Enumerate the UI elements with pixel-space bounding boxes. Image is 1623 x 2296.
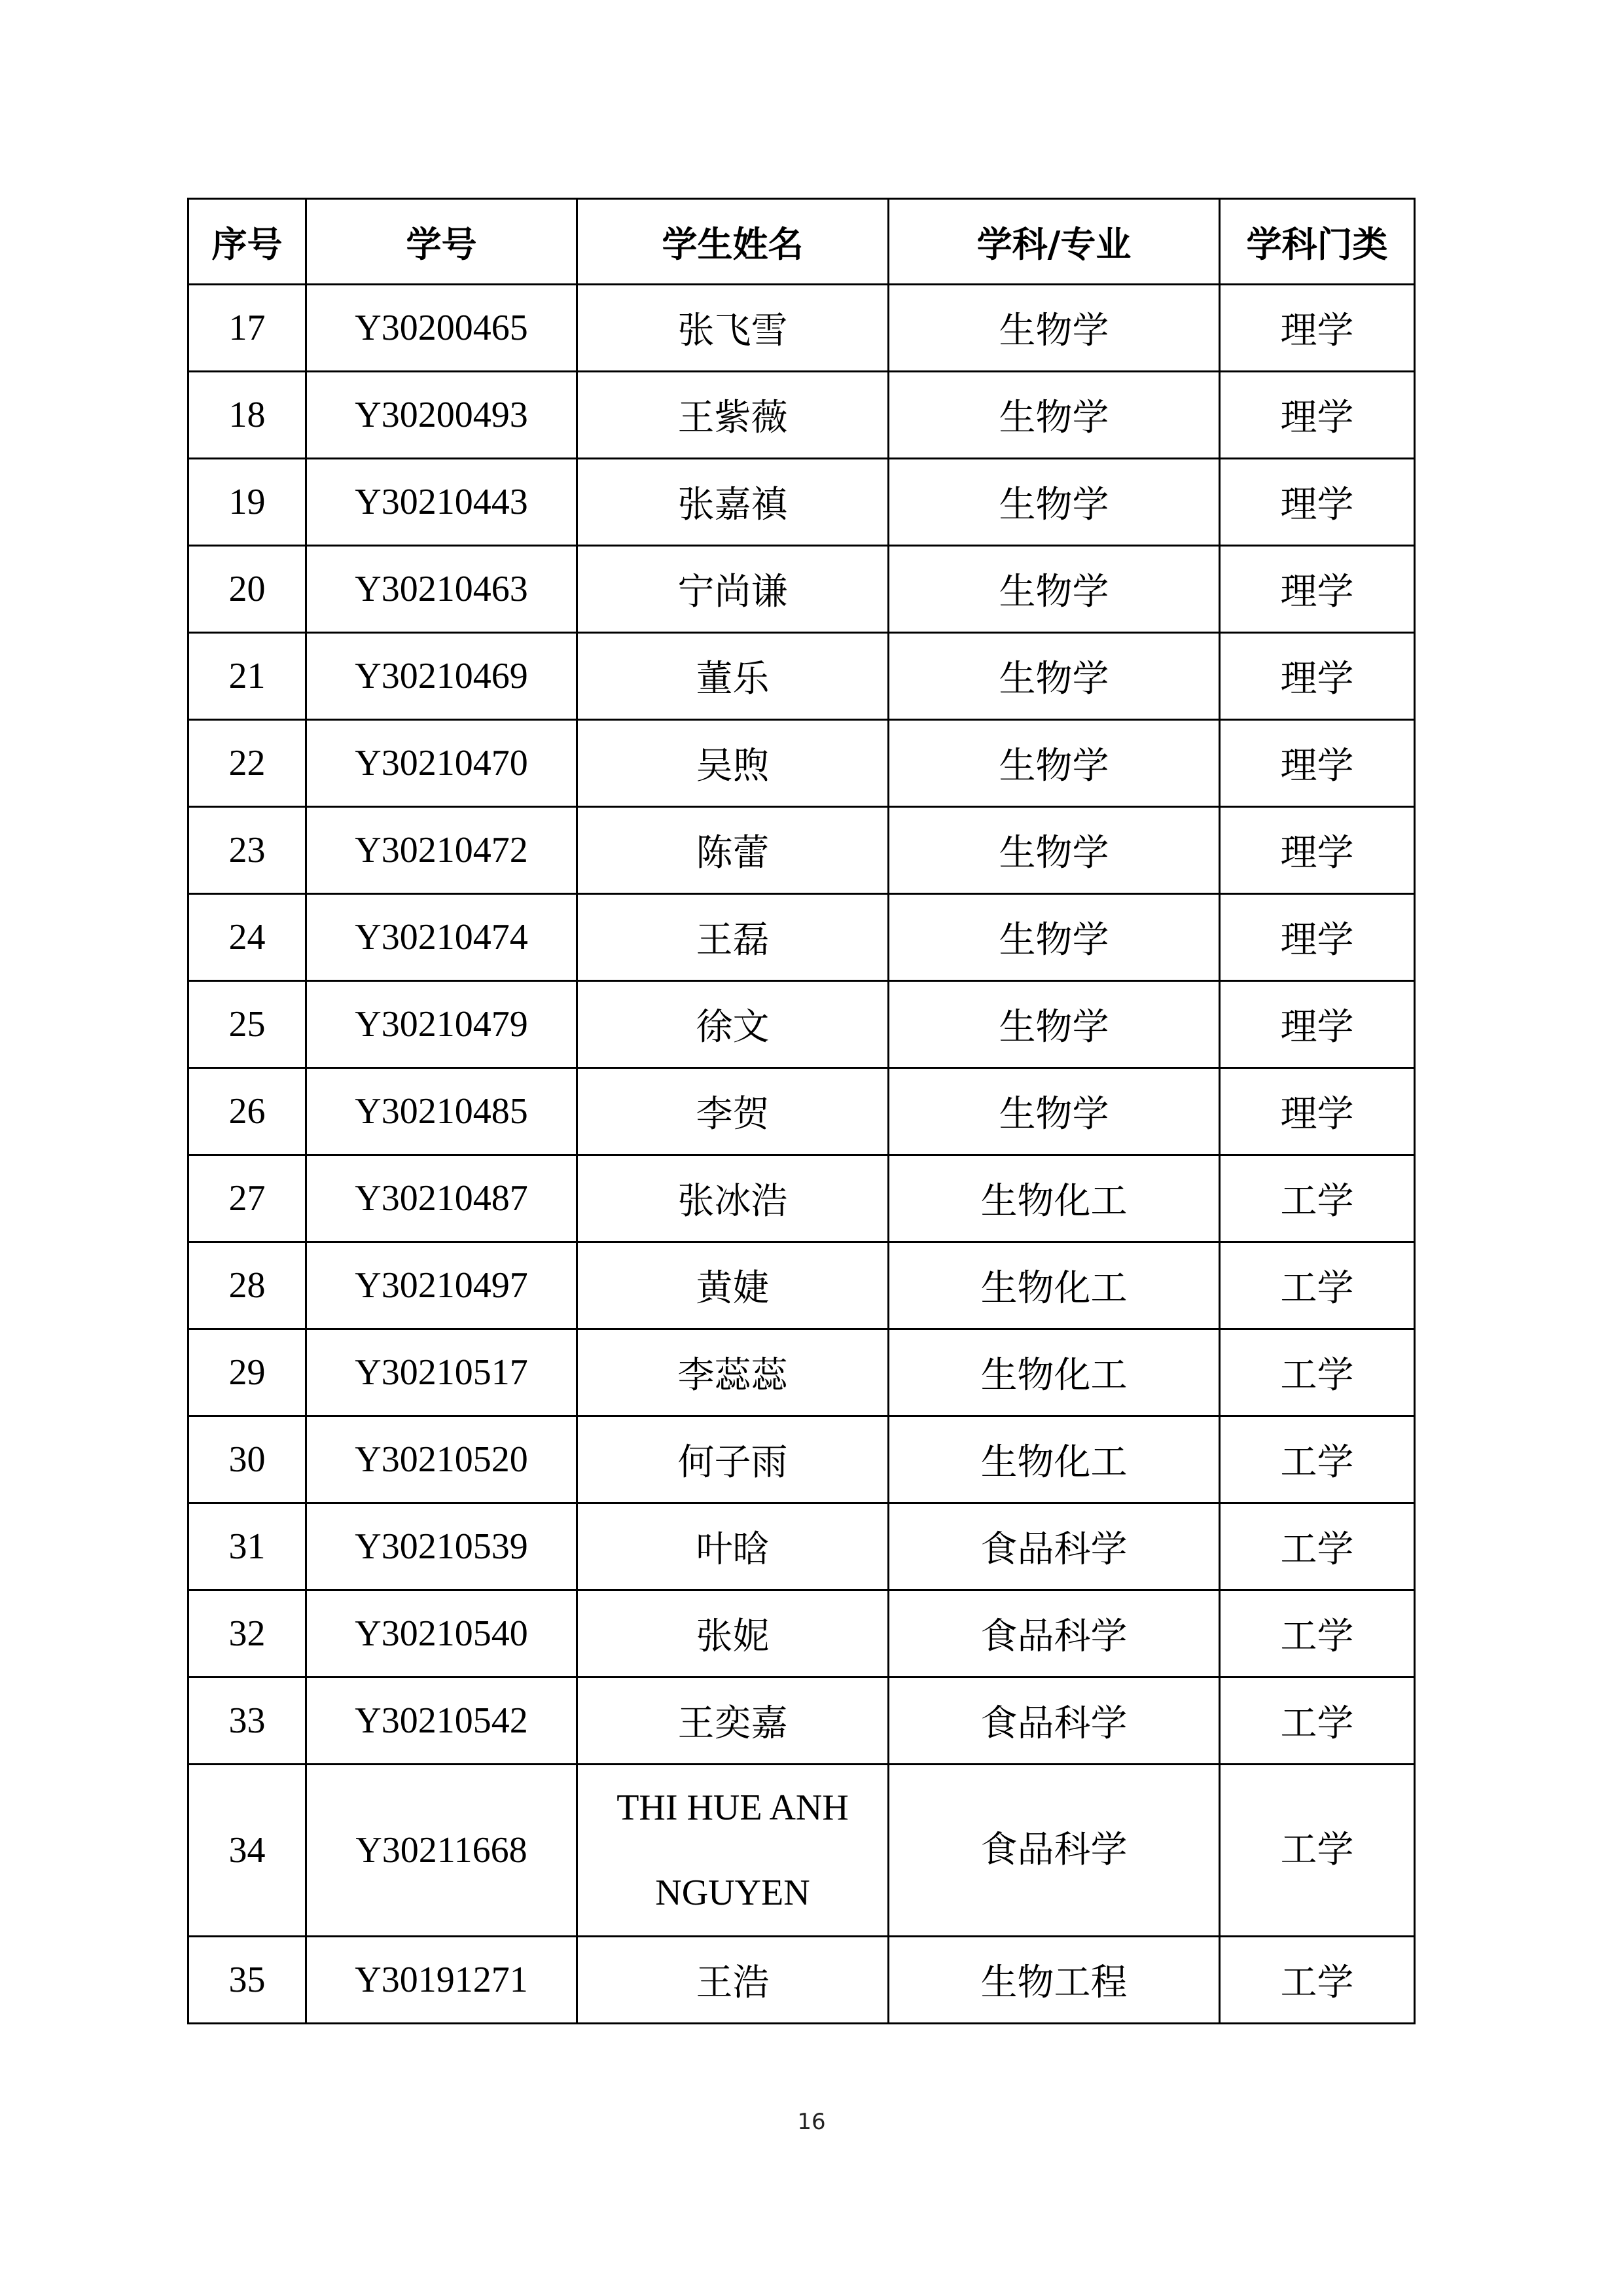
header-major: 学科/专业 <box>889 199 1220 285</box>
cell-category: 理学 <box>1220 633 1415 720</box>
table-row <box>188 807 1415 894</box>
cell-student-id: Y30210539 <box>306 1503 577 1590</box>
table-row <box>188 372 1415 459</box>
cell-student-id: Y30210469 <box>306 633 577 720</box>
cell-student-id: Y30210497 <box>306 1242 577 1329</box>
cell-major: 生物化工 <box>889 1155 1220 1242</box>
cell-index: 35 <box>188 1937 306 2024</box>
table-row <box>188 1503 1415 1590</box>
cell-category: 理学 <box>1220 807 1415 894</box>
cell-student-id: Y30210463 <box>306 546 577 633</box>
cell-student-name: 李蕊蕊 <box>577 1329 889 1416</box>
cell-major: 食品科学 <box>889 1503 1220 1590</box>
cell-index: 24 <box>188 894 306 981</box>
cell-student-id: Y30191271 <box>306 1937 577 2024</box>
cell-category: 工学 <box>1220 1937 1415 2024</box>
cell-index: 17 <box>188 285 306 372</box>
table-row <box>188 633 1415 720</box>
cell-index: 18 <box>188 372 306 459</box>
cell-major: 食品科学 <box>889 1677 1220 1765</box>
table-row <box>188 720 1415 807</box>
cell-index: 22 <box>188 720 306 807</box>
cell-category: 理学 <box>1220 981 1415 1068</box>
cell-major: 生物化工 <box>889 1416 1220 1503</box>
cell-category: 理学 <box>1220 285 1415 372</box>
cell-major: 生物学 <box>889 981 1220 1068</box>
cell-student-id: Y30210520 <box>306 1416 577 1503</box>
table-body <box>188 285 1415 2024</box>
cell-index: 19 <box>188 459 306 546</box>
cell-index: 29 <box>188 1329 306 1416</box>
cell-category: 工学 <box>1220 1329 1415 1416</box>
cell-category: 工学 <box>1220 1765 1415 1937</box>
cell-category: 理学 <box>1220 894 1415 981</box>
cell-major: 生物学 <box>889 894 1220 981</box>
table-row <box>188 1329 1415 1416</box>
table-row <box>188 546 1415 633</box>
cell-student-name: 王浩 <box>577 1937 889 2024</box>
cell-student-id: Y30210487 <box>306 1155 577 1242</box>
cell-student-name: 宁尚谦 <box>577 546 889 633</box>
cell-major: 生物化工 <box>889 1329 1220 1416</box>
table-header <box>188 199 1415 285</box>
cell-student-name: 王紫薇 <box>577 372 889 459</box>
cell-major: 生物工程 <box>889 1937 1220 2024</box>
cell-category: 工学 <box>1220 1242 1415 1329</box>
student-name-line-2: NGUYEN <box>655 1873 810 1913</box>
cell-category: 工学 <box>1220 1503 1415 1590</box>
cell-student-id: Y30210542 <box>306 1677 577 1765</box>
cell-student-name <box>577 1765 889 1937</box>
table-row <box>188 1765 1415 1937</box>
cell-student-id: Y30200465 <box>306 285 577 372</box>
table-row <box>188 459 1415 546</box>
student-roster-table <box>187 198 1416 2024</box>
header-index: 序号 <box>188 199 306 285</box>
cell-index: 23 <box>188 807 306 894</box>
cell-category: 工学 <box>1220 1155 1415 1242</box>
cell-student-id: Y30210472 <box>306 807 577 894</box>
table-row <box>188 1155 1415 1242</box>
cell-index: 25 <box>188 981 306 1068</box>
cell-index: 32 <box>188 1590 306 1677</box>
cell-major: 生物学 <box>889 459 1220 546</box>
cell-index: 30 <box>188 1416 306 1503</box>
cell-index: 26 <box>188 1068 306 1155</box>
cell-index: 21 <box>188 633 306 720</box>
cell-student-id: Y30210443 <box>306 459 577 546</box>
cell-student-name: 张嘉禛 <box>577 459 889 546</box>
table-row <box>188 285 1415 372</box>
cell-category: 理学 <box>1220 546 1415 633</box>
header-student-id: 学号 <box>306 199 577 285</box>
cell-major: 食品科学 <box>889 1765 1220 1937</box>
cell-student-name: 李贺 <box>577 1068 889 1155</box>
cell-major: 生物化工 <box>889 1242 1220 1329</box>
cell-major: 生物学 <box>889 546 1220 633</box>
header-category: 学科门类 <box>1220 199 1415 285</box>
cell-student-name: 何子雨 <box>577 1416 889 1503</box>
cell-student-name: 陈蕾 <box>577 807 889 894</box>
cell-category: 工学 <box>1220 1416 1415 1503</box>
header-student-name: 学生姓名 <box>577 199 889 285</box>
student-name-line-1: THI HUE ANH <box>616 1787 849 1828</box>
cell-index: 20 <box>188 546 306 633</box>
cell-student-name: 黄婕 <box>577 1242 889 1329</box>
cell-category: 理学 <box>1220 372 1415 459</box>
cell-major: 生物学 <box>889 633 1220 720</box>
table-row <box>188 1416 1415 1503</box>
cell-student-name: 张飞雪 <box>577 285 889 372</box>
cell-major: 生物学 <box>889 285 1220 372</box>
cell-category: 理学 <box>1220 720 1415 807</box>
cell-student-id: Y30211668 <box>306 1765 577 1937</box>
cell-index: 33 <box>188 1677 306 1765</box>
table-row <box>188 894 1415 981</box>
cell-student-id: Y30210517 <box>306 1329 577 1416</box>
cell-student-name: 董乐 <box>577 633 889 720</box>
cell-student-id: Y30210474 <box>306 894 577 981</box>
cell-category: 工学 <box>1220 1677 1415 1765</box>
cell-student-name: 张妮 <box>577 1590 889 1677</box>
cell-category: 理学 <box>1220 459 1415 546</box>
table-row <box>188 1677 1415 1765</box>
cell-category: 工学 <box>1220 1590 1415 1677</box>
table-row <box>188 1590 1415 1677</box>
page-number: 16 <box>797 2109 826 2135</box>
cell-major: 生物学 <box>889 807 1220 894</box>
cell-student-id: Y30200493 <box>306 372 577 459</box>
cell-major: 生物学 <box>889 720 1220 807</box>
table-row <box>188 1068 1415 1155</box>
cell-student-id: Y30210470 <box>306 720 577 807</box>
cell-student-name: 吴煦 <box>577 720 889 807</box>
table-row <box>188 981 1415 1068</box>
cell-student-id: Y30210479 <box>306 981 577 1068</box>
cell-student-id: Y30210485 <box>306 1068 577 1155</box>
header-row <box>188 199 1415 285</box>
cell-student-name: 王奕嘉 <box>577 1677 889 1765</box>
cell-index: 28 <box>188 1242 306 1329</box>
cell-student-name: 叶晗 <box>577 1503 889 1590</box>
table-row <box>188 1937 1415 2024</box>
cell-major: 生物学 <box>889 1068 1220 1155</box>
cell-student-name: 徐文 <box>577 981 889 1068</box>
cell-major: 生物学 <box>889 372 1220 459</box>
cell-index: 34 <box>188 1765 306 1937</box>
cell-category: 理学 <box>1220 1068 1415 1155</box>
cell-student-name: 王磊 <box>577 894 889 981</box>
cell-index: 31 <box>188 1503 306 1590</box>
cell-major: 食品科学 <box>889 1590 1220 1677</box>
table-row <box>188 1242 1415 1329</box>
cell-student-id: Y30210540 <box>306 1590 577 1677</box>
cell-index: 27 <box>188 1155 306 1242</box>
cell-student-name: 张冰浩 <box>577 1155 889 1242</box>
